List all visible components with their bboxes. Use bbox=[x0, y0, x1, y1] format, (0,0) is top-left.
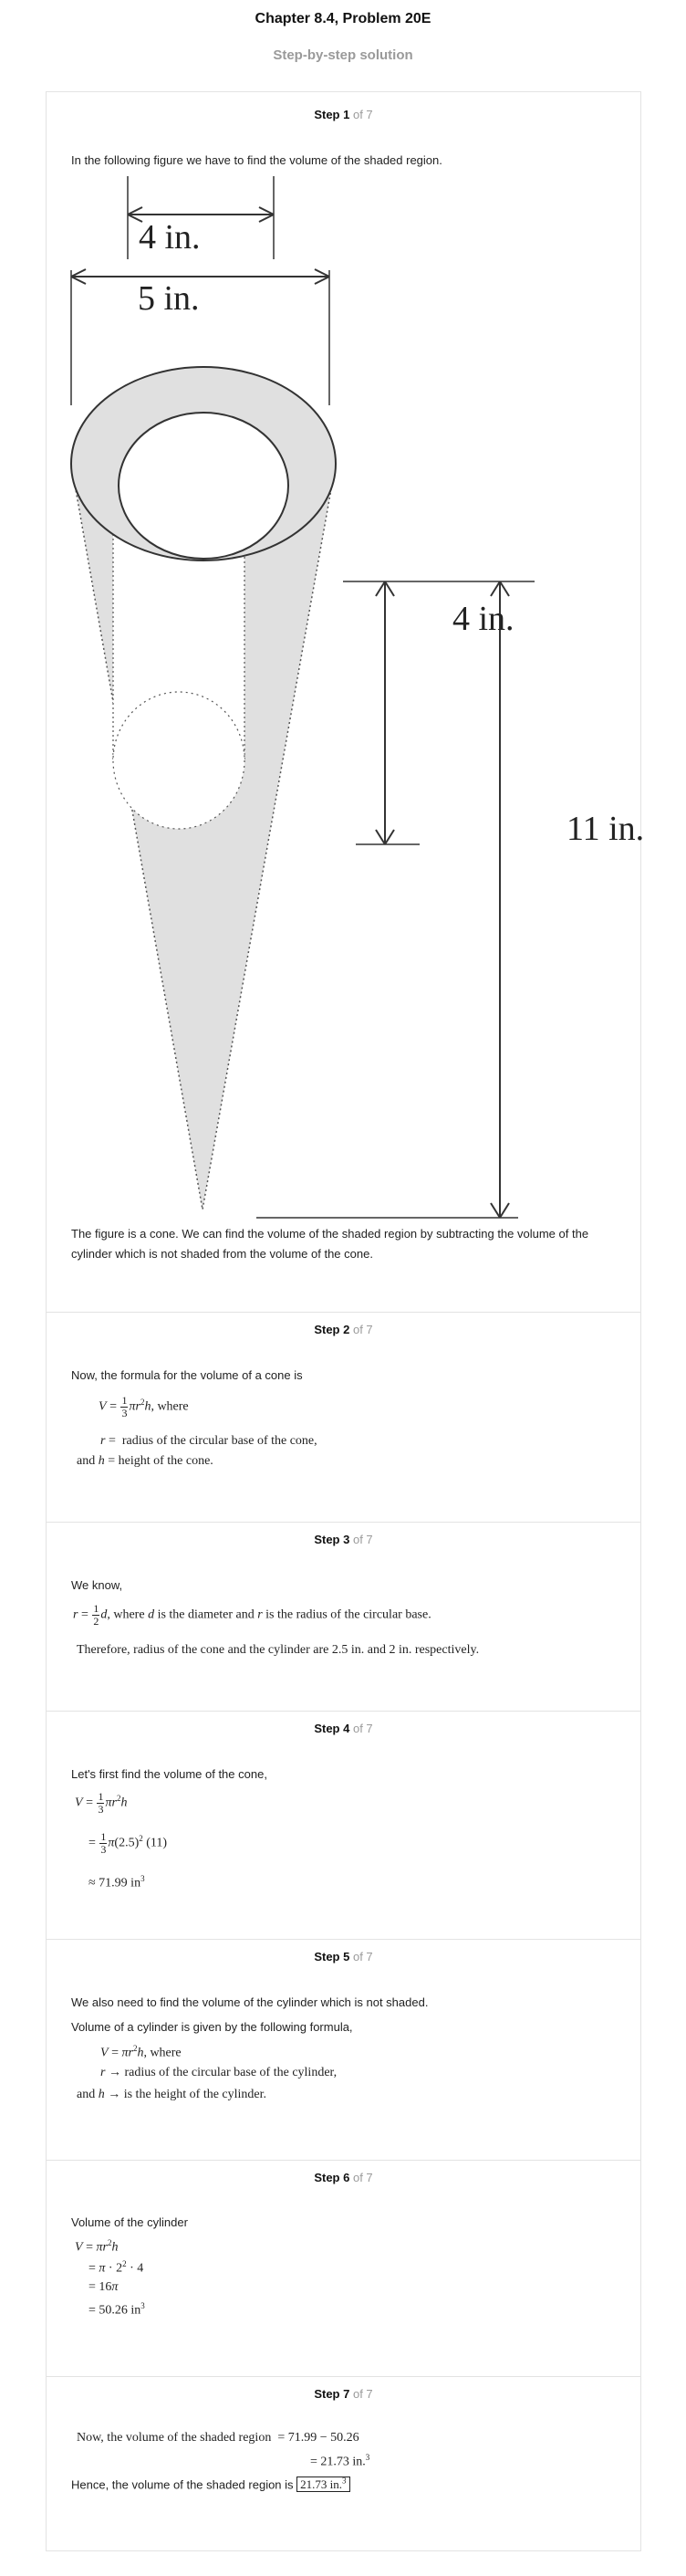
step-3 bbox=[46, 1522, 641, 1711]
cone-volume-eq2: = $\frac{1}{3}$ $\pi(2.5)^2$ (11) bbox=[88, 1830, 168, 1856]
label-5in: 5 in. bbox=[138, 279, 200, 318]
step-6-intro: Volume of the cylinder bbox=[71, 2215, 188, 2229]
step-3-radii: Therefore, radius of the cone and the cylinder are 2.5 in. and 2 in. respectively. bbox=[77, 1643, 480, 1657]
step-6-header: Step 6 of 7 bbox=[314, 2171, 373, 2184]
cone-volume-eq1: V = $\frac{1}{3}$ $\pi r^2h$ bbox=[75, 1790, 128, 1816]
height-definition: and h = height of the cone. bbox=[77, 1454, 213, 1468]
cylinder-height-definition: and h → is the height of the cylinder. bbox=[77, 2088, 267, 2101]
cone-volume-result: ≈ 71.99 $in^3$ bbox=[88, 1874, 145, 1890]
step-7-header: Step 7 of 7 bbox=[314, 2387, 373, 2401]
cylinder-radius-definition: r → radius of the circular base of the cylinder, bbox=[100, 2066, 338, 2079]
cylinder-volume-result: = 50.26 $in^3$ bbox=[88, 2301, 145, 2318]
step-1-outro: The figure is a cone. We can find the volume of the shaded region by subtracting the volume of the cylinder which is not shaded from the volume of the cone. bbox=[71, 1227, 589, 1261]
step-5-intro: We also need to find the volume of the cylinder which is not shaded. bbox=[71, 1995, 429, 2009]
step-2 bbox=[46, 1312, 641, 1522]
step-4-intro: Let's first find the volume of the cone, bbox=[71, 1767, 267, 1781]
cylinder-volume-eq3: = 16π bbox=[88, 2280, 119, 2294]
step-2-header: Step 2 of 7 bbox=[314, 1323, 373, 1336]
cylinder-volume-eq2: = $\pi \cdot 2^2 \cdot 4$ bbox=[88, 2259, 144, 2276]
step-6 bbox=[46, 2160, 641, 2376]
label-11in: 11 in. bbox=[566, 810, 645, 848]
step-1-header: Step 1 of 7 bbox=[314, 108, 373, 121]
final-answer: 21.73 in.$^3$ bbox=[296, 2477, 349, 2492]
step-1-intro: In the following figure we have to find the volume of the shaded region. bbox=[71, 153, 442, 167]
label-top-4in: 4 in. bbox=[139, 218, 201, 257]
cylinder-volume-formula: $V = \pi r^2h$, where bbox=[100, 2044, 182, 2060]
shaded-volume-eq1: Now, the volume of the shaded region = 71.99 − 50.26 bbox=[77, 2431, 359, 2445]
cone-volume-formula: V = $\frac{1}{3}$ $\pi r^2h$, where bbox=[99, 1394, 189, 1419]
step-5-intro-2: Volume of a cylinder is given by the following formula, bbox=[71, 2020, 353, 2034]
page-title: Chapter 8.4, Problem 20E bbox=[255, 11, 431, 26]
page-subtitle: Step-by-step solution bbox=[273, 47, 413, 63]
radius-relation: r = $\frac{1}{2}$ d, where d is the diameter and r is the radius of the circular base. bbox=[73, 1602, 431, 1628]
label-cyl-4in: 4 in. bbox=[452, 600, 514, 638]
cone-cylinder-figure bbox=[71, 169, 618, 1223]
step-5-header: Step 5 of 7 bbox=[314, 1950, 373, 1963]
radius-definition: r = radius of the circular base of the cone, bbox=[100, 1434, 317, 1448]
shaded-volume-eq2: = 21.73 in.$^3$ bbox=[310, 2453, 370, 2469]
step-4 bbox=[46, 1711, 641, 1939]
step-4-header: Step 4 of 7 bbox=[314, 1722, 373, 1735]
step-2-intro: Now, the formula for the volume of a cone is bbox=[71, 1368, 303, 1382]
step-7-conclusion: Hence, the volume of the shaded region is 21.73 in.$^3$ bbox=[71, 2477, 350, 2492]
step-3-intro: We know, bbox=[71, 1578, 123, 1592]
step-7 bbox=[46, 2376, 641, 2551]
step-1 bbox=[46, 91, 645, 1312]
cylinder-volume-eq1: $V = \pi r^2h$ bbox=[75, 2238, 119, 2255]
cylinder-top bbox=[119, 413, 288, 559]
step-3-header: Step 3 of 7 bbox=[314, 1533, 373, 1546]
cylinder-bottom bbox=[113, 692, 244, 829]
step-5 bbox=[46, 1939, 641, 2160]
